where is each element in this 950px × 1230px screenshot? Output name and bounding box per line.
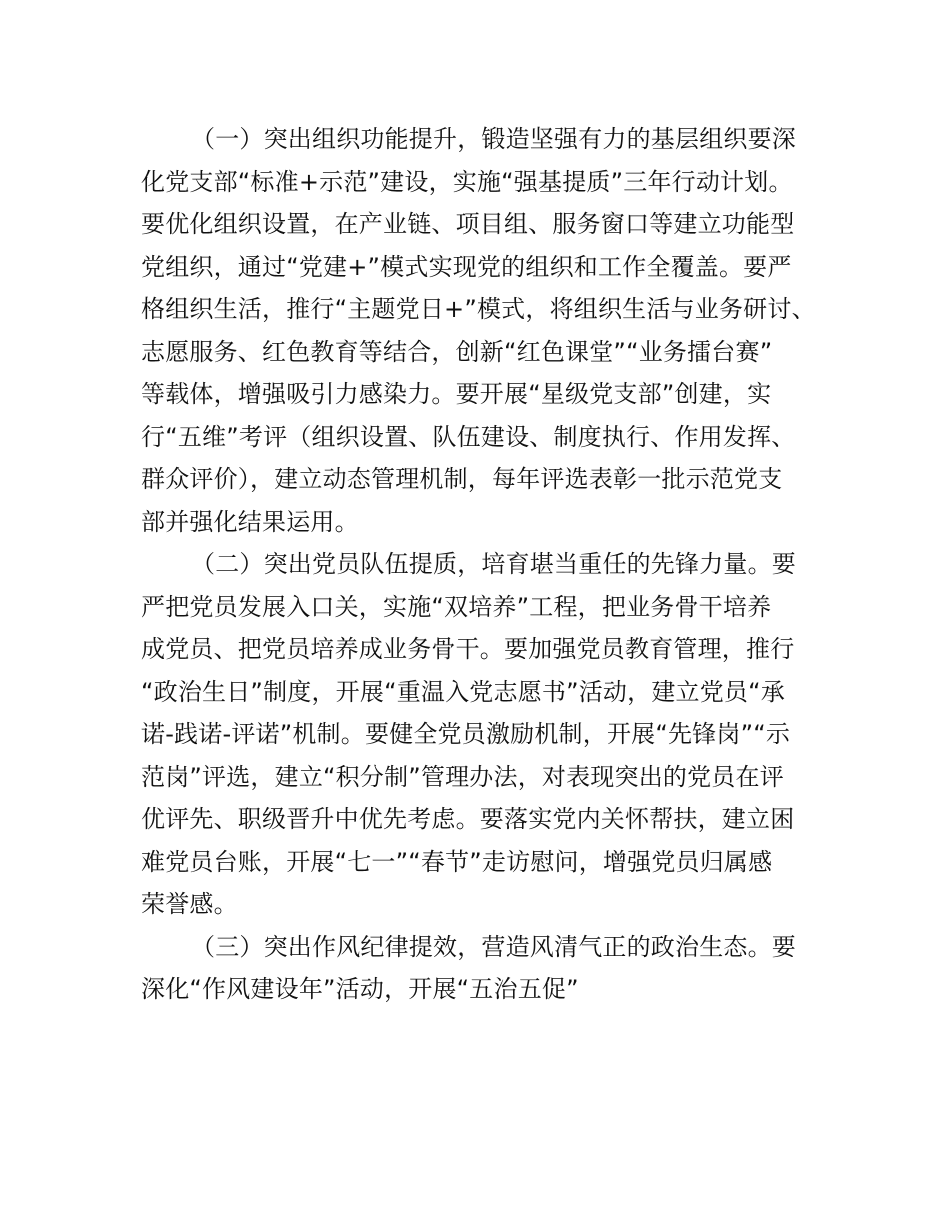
text-line: 化党支部“标准+示范”建设，实施“强基提质”三年行动计划。 <box>141 167 793 196</box>
text-line: 部并强化结果运用。 <box>141 507 359 536</box>
text-line: （三）突出作风纪律提效，营造风清气正的政治生态。要 <box>191 932 796 961</box>
text-line: 等载体，增强吸引力感染力。要开展“星级党支部”创建，实 <box>141 380 772 408</box>
text-line: 群众评价），建立动态管理机制，每年评选表彰一批示范党支 <box>141 465 783 493</box>
text-line: 志愿服务、红色教育等结合，创新“红色课堂”“业务擂台赛” <box>141 337 773 366</box>
text-line: 行“五维”考评（组织设置、队伍建设、制度执行、作用发挥、 <box>141 422 796 451</box>
text-line: 荣誉感。 <box>141 890 238 918</box>
text-line: 难党员台账，开展“七一”“春节”走访慰问，增强党员归属感 <box>141 847 773 876</box>
text-line: （二）突出党员队伍提质，培育堪当重任的先锋力量。要 <box>191 550 796 578</box>
text-line: 深化“作风建设年”活动，开展“五治五促” <box>141 975 579 1003</box>
paragraph-3 <box>141 926 825 1011</box>
document-body <box>141 118 825 1011</box>
text-line: 要优化组织设置，在产业链、项目组、服务窗口等建立功能型 <box>141 210 795 238</box>
text-line: 优评先、职级晋升中优先考虑。要落实党内关怀帮扶，建立困 <box>141 805 795 833</box>
text-line: （一）突出组织功能提升，锻造坚强有力的基层组织要深 <box>191 125 796 153</box>
text-line: 党组织，通过“党建+”模式实现党的组织和工作全覆盖。要严 <box>141 252 792 281</box>
text-line: 范岗”评选，建立“积分制”管理办法，对表现突出的党员在评 <box>141 762 784 791</box>
paragraph-1 <box>141 118 825 543</box>
paragraph-2 <box>141 543 825 926</box>
text-line: 格组织生活，推行“主题党日+”模式，将组织生活与业务研讨、 <box>141 295 816 323</box>
text-line: 成党员、把党员培养成业务骨干。要加强党员教育管理，推行 <box>141 635 795 663</box>
text-line: 严把党员发展入口关，实施“双培养”工程，把业务骨干培养 <box>141 592 772 621</box>
text-line: 诺-践诺-评诺”机制。要健全党员激励机制，开展“先锋岗”“示 <box>141 720 791 748</box>
text-line: “政治生日”制度，开展“重温入党志愿书”活动，建立党员“承 <box>141 677 785 706</box>
